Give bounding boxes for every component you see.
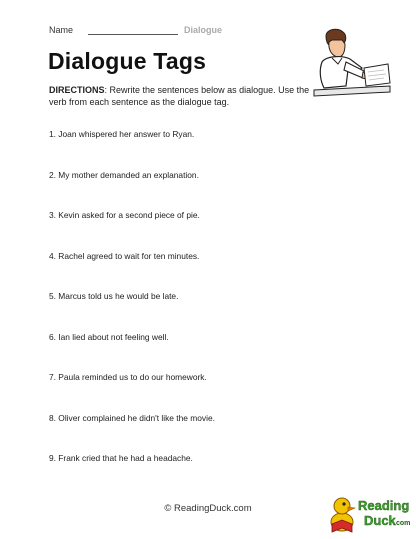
sentence-item: 5. Marcus told us he would be late. (49, 291, 179, 301)
footer-copyright: © ReadingDuck.com (164, 503, 252, 514)
topic-label: Dialogue (184, 25, 223, 35)
sentence-item: 1. Joan whispered her answer to Ryan. (49, 129, 195, 139)
name-label: Name (49, 25, 74, 35)
page-title: Dialogue Tags (48, 48, 207, 74)
sentence-item: 7. Paula reminded us to do our homework. (49, 372, 207, 382)
student-reading-illustration (308, 28, 392, 102)
logo-text-suffix: .com (394, 520, 411, 527)
directions-label: DIRECTIONS (49, 85, 105, 95)
logo-text-line2: Duck (364, 513, 396, 528)
logo-text-line1: Reading (358, 498, 410, 513)
sentence-item: 4. Rachel agreed to wait for ten minutes. (49, 251, 200, 261)
name-line[interactable] (88, 34, 178, 35)
sentence-item: 3. Kevin asked for a second piece of pie. (49, 210, 200, 220)
sentence-item: 6. Ian lied about not feeling well. (49, 332, 169, 342)
directions (49, 84, 314, 108)
sentence-item: 9. Frank cried that he had a headache. (49, 453, 193, 463)
directions-text: : Rewrite the sentences below as dialogue. Use the verb from each sentence as the dialogue tag. (49, 85, 310, 107)
sentence-item: 2. My mother demanded an explanation. (49, 170, 199, 180)
reading-duck-logo (328, 488, 414, 536)
sentence-item: 8. Oliver complained he didn't like the movie. (49, 413, 215, 423)
